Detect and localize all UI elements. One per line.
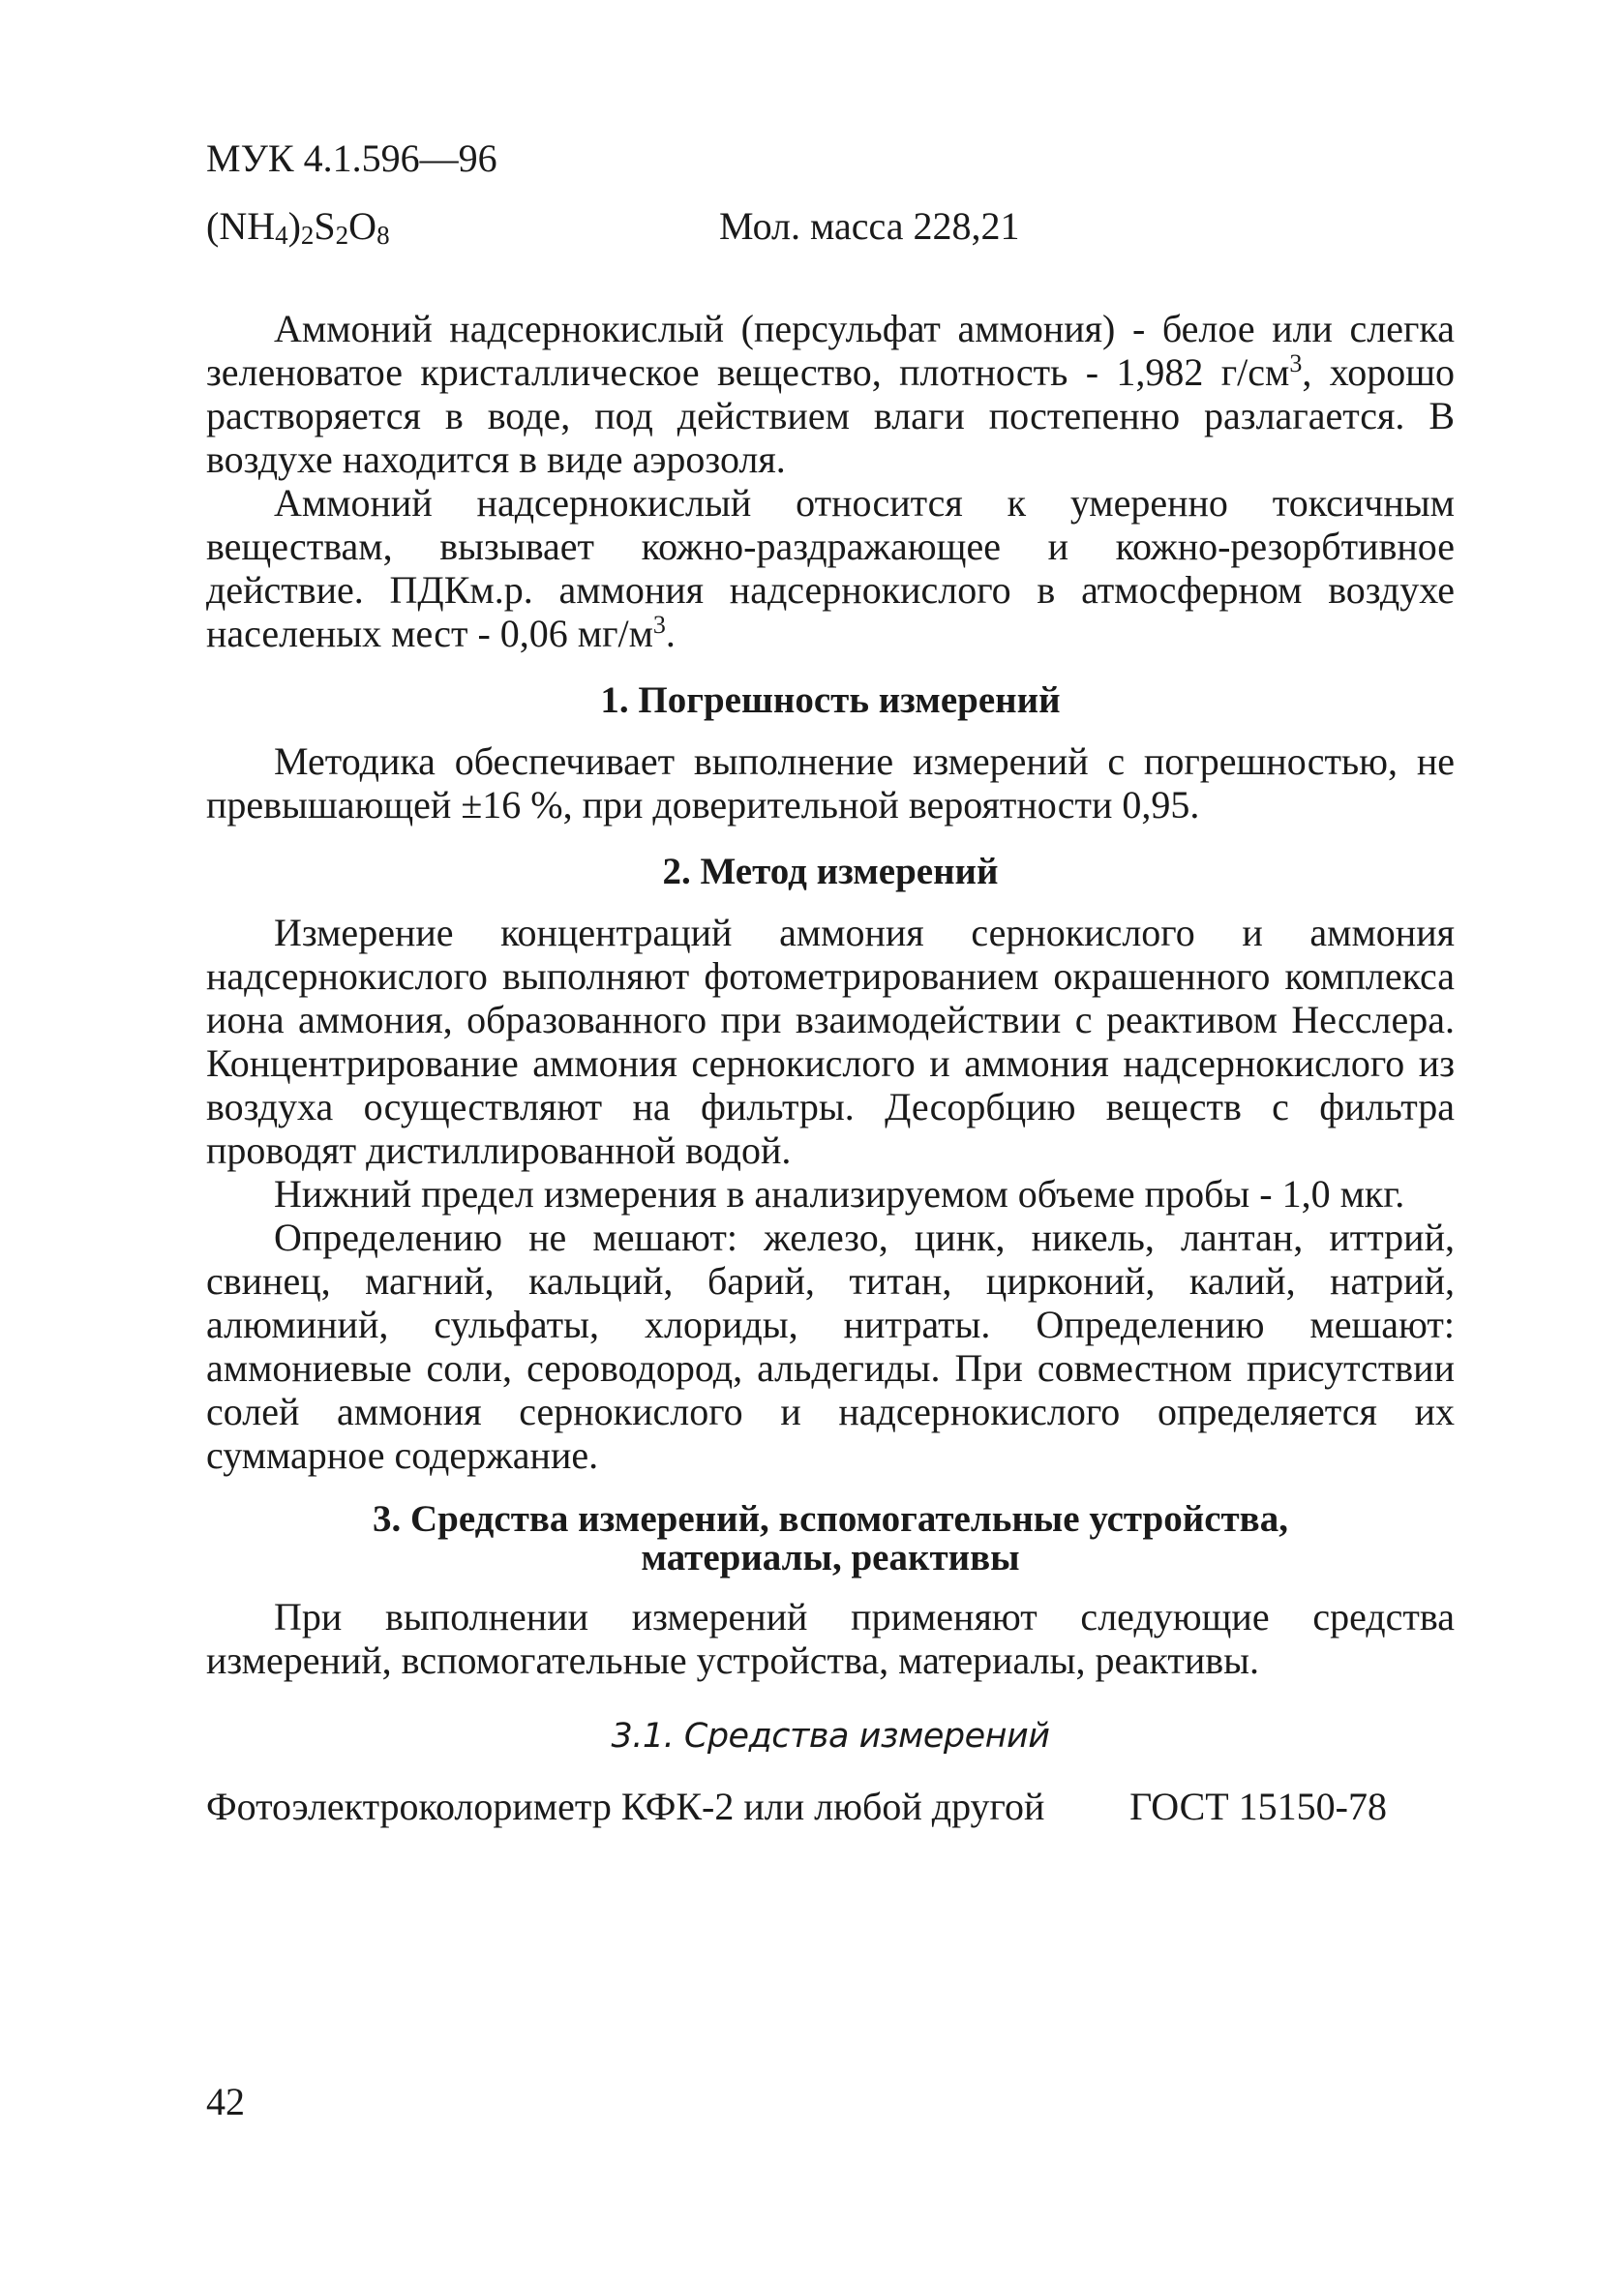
section-3-heading: 3. Средства измерений, вспомогательные устройства, материалы, реактивы: [373, 1498, 1288, 1578]
compound-header: [206, 203, 1455, 258]
instrument-standard: ГОСТ 15150-78: [1129, 1785, 1387, 1828]
intro-paragraph-toxicity: Аммоний надсернокислый относится к умеренно токсичным веществам, вызывает кожно-раздражающее и кожно-резорбтивное действие. ПДКм.р. аммония надсернокислого в атмосферном воздухе населеных мест - 0,06 $мг/м^3$.: [206, 481, 1455, 655]
page-number: 42: [206, 2080, 245, 2123]
section-1-heading: 1. Погрешность измерений: [600, 679, 1061, 721]
intro-paragraph-properties: Аммоний надсернокислый (персульфат аммония) - белое или слегка зеленоватое кристаллическое вещество, плотность - 1,982 $г/см^3$, хорошо растворяется в воде, под действием влаги постепенно разлагается. В воздухе находится в виде аэрозоля.: [206, 307, 1456, 481]
molecular-mass: Мол. масса 228,21: [719, 204, 1020, 248]
section-2-paragraph-method: Измерение концентраций аммония сернокислого и аммония надсернокислого выполняют фотометрированием окрашенного комплекса иона аммония, образованного при взаимодействии с реактивом Несслера. Концентрирование аммония сернокислого и аммония надсернокислого из воздуха осуществляют на фильтры. Десорбцию веществ с фильтра проводят дистиллированной водой.: [206, 911, 1455, 1172]
section-2-paragraph-limit: Нижний предел измерения в анализируемом объеме пробы - 1,0 мкг.: [274, 1172, 1405, 1216]
section-2-paragraph-interference: Определению не мешают: железо, цинк, никель, лантан, иттрий, свинец, магний, кальций, барий, титан, цирконий, калий, натрий, алюминий, сульфаты, хлориды, нитраты. Определению мешают: аммониевые соли, сероводород, альдегиды. При совместном присутствии солей аммония сернокислого и надсернокислого определяется их суммарное содержание.: [206, 1216, 1455, 1477]
document-page: [206, 135, 1455, 1827]
instrument-name: Фотоэлектроколориметр КФК-2 или любой другой: [206, 1785, 1045, 1828]
subsection-3-1-heading: 3.1. Средства измерений: [611, 1717, 1050, 1756]
section-1-paragraph: Методика обеспечивает выполнение измерений с погрешностью, не превышающей ±16 %, при доверительной вероятности 0,95.: [206, 739, 1455, 827]
document-code: МУК 4.1.596—96: [206, 136, 497, 180]
chemical-formula: $(NH_4)_2S_2O_8$: [206, 204, 390, 250]
section-3-paragraph: При выполнении измерений применяют следующие средства измерений, вспомогательные устройства, материалы, реактивы.: [206, 1595, 1455, 1682]
section-2-heading: 2. Метод измерений: [662, 851, 999, 892]
instrument-entry: [206, 1787, 1455, 1827]
